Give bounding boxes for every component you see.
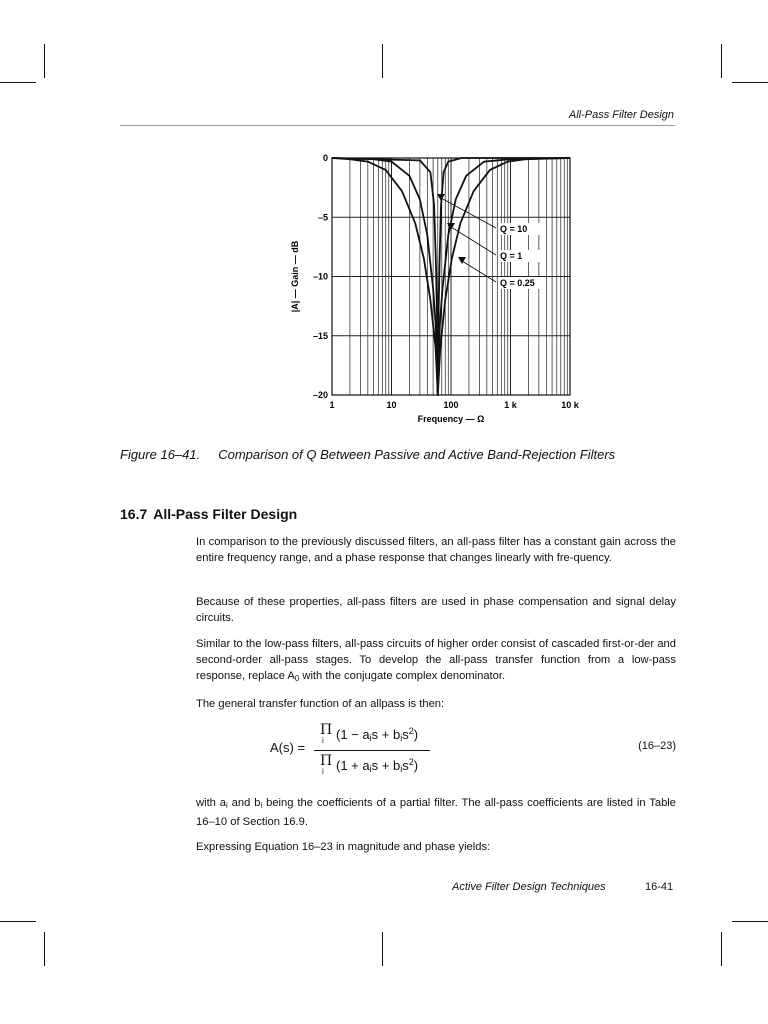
page-number: 16-41 — [645, 881, 674, 893]
x-tick-label: 10 — [386, 400, 397, 410]
eq-sub: i — [369, 764, 372, 774]
x-tick-label: 10 k — [561, 400, 579, 410]
equation-lhs: A(s) = — [270, 740, 306, 755]
equation-denominator — [314, 753, 430, 779]
eq-text: (1 + a — [336, 758, 370, 773]
crop-mark — [44, 932, 45, 966]
equation-numerator — [314, 722, 430, 748]
crop-mark — [0, 82, 36, 83]
crop-mark — [732, 921, 768, 922]
crop-mark — [44, 44, 45, 78]
y-tick-label: 0 — [322, 153, 328, 163]
paragraph: In comparison to the previously discussed filters, an all-pass filter has a constant gain across the entire frequency range, and a phase response that changes linearly with fre-quency. — [196, 536, 676, 564]
crop-mark — [382, 932, 383, 966]
eq-text: s + b — [371, 758, 401, 773]
eq-sup: 2 — [408, 757, 414, 767]
paragraph — [196, 795, 676, 830]
paragraph — [196, 636, 676, 687]
paragraph: The general transfer function of an allpass is then: — [196, 698, 445, 710]
paragraph-text: and b — [227, 797, 261, 809]
header-rule — [120, 125, 675, 126]
paragraph: Because of these properties, all-pass filters are used in phase compensation and signal delay circuits. — [196, 596, 676, 624]
eq-sub: i — [400, 764, 403, 774]
eq-sub: i — [400, 733, 403, 743]
subscript: 0 — [294, 674, 300, 683]
eq-text: s — [402, 727, 409, 742]
section-title: All-Pass Filter Design — [153, 506, 298, 522]
figure-number: Figure 16–41. — [120, 447, 201, 462]
denominator-expression — [336, 757, 418, 774]
eq-sub: i — [369, 733, 372, 743]
annotation-label: Q = 1 — [500, 251, 523, 261]
eq-sup: 2 — [408, 726, 414, 736]
x-axis-label: Frequency — Ω — [417, 414, 485, 424]
crop-mark — [382, 44, 383, 78]
y-tick-label: –20 — [312, 390, 328, 400]
eq-text: s — [402, 758, 409, 773]
paragraph-text: with a — [196, 797, 227, 809]
crop-mark — [0, 921, 36, 922]
gain-chart — [270, 145, 600, 435]
y-tick-label: –10 — [312, 271, 328, 282]
product-symbol: Π — [320, 722, 333, 738]
paragraph-text: with the conjugate complex denominator. — [299, 670, 506, 682]
crop-mark — [721, 44, 722, 78]
figure-caption-text: Comparison of Q Between Passive and Active Band-Rejection Filters — [218, 447, 616, 462]
subscript: i — [226, 801, 228, 810]
annotation-label: Q = 0.25 — [500, 278, 535, 288]
figure-caption — [120, 447, 615, 462]
subscript: i — [260, 801, 263, 810]
equation-16-23 — [196, 722, 680, 780]
y-tick-label: –15 — [312, 330, 328, 341]
equation-number: (16–23) — [638, 740, 676, 752]
crop-mark — [732, 82, 768, 83]
running-header: All-Pass Filter Design — [568, 109, 674, 121]
product-index: i — [322, 767, 324, 776]
product-symbol: Π — [320, 753, 333, 769]
x-tick-label: 1 k — [504, 400, 517, 410]
fraction-bar — [314, 750, 430, 751]
product-index: i — [322, 736, 324, 745]
eq-text: (1 − a — [336, 727, 370, 742]
x-tick-label: 1 — [329, 400, 335, 410]
annotation-leader — [462, 261, 496, 282]
x-tick-label: 100 — [443, 400, 459, 410]
section-number: 16.7 — [120, 506, 148, 522]
equation-fraction — [314, 722, 430, 779]
paragraph-text: being the coefficients of a partial filter. The all-pass coefficients are listed in Table 16–10 of Section 16.9. — [196, 797, 676, 828]
eq-text: ) — [413, 758, 419, 773]
paragraph-text: Similar to the low-pass filters, all-pass circuits of higher order consist of cascaded first-or-der and second-order all-pass stages. To develop the all-pass transfer function from a low-pass response, replace A — [196, 638, 676, 682]
eq-text: s + b — [371, 727, 401, 742]
eq-text: ) — [413, 727, 419, 742]
y-tick-label: –5 — [317, 212, 328, 223]
section-heading — [120, 506, 297, 522]
paragraph: Expressing Equation 16–23 in magnitude and phase yields: — [196, 841, 491, 853]
numerator-expression — [336, 726, 418, 743]
y-axis-label: |A| — Gain — dB — [290, 240, 300, 313]
annotation-leader — [451, 227, 496, 255]
crop-mark — [721, 932, 722, 966]
footer-title: Active Filter Design Techniques — [452, 881, 606, 893]
annotation-label: Q = 10 — [500, 224, 528, 234]
